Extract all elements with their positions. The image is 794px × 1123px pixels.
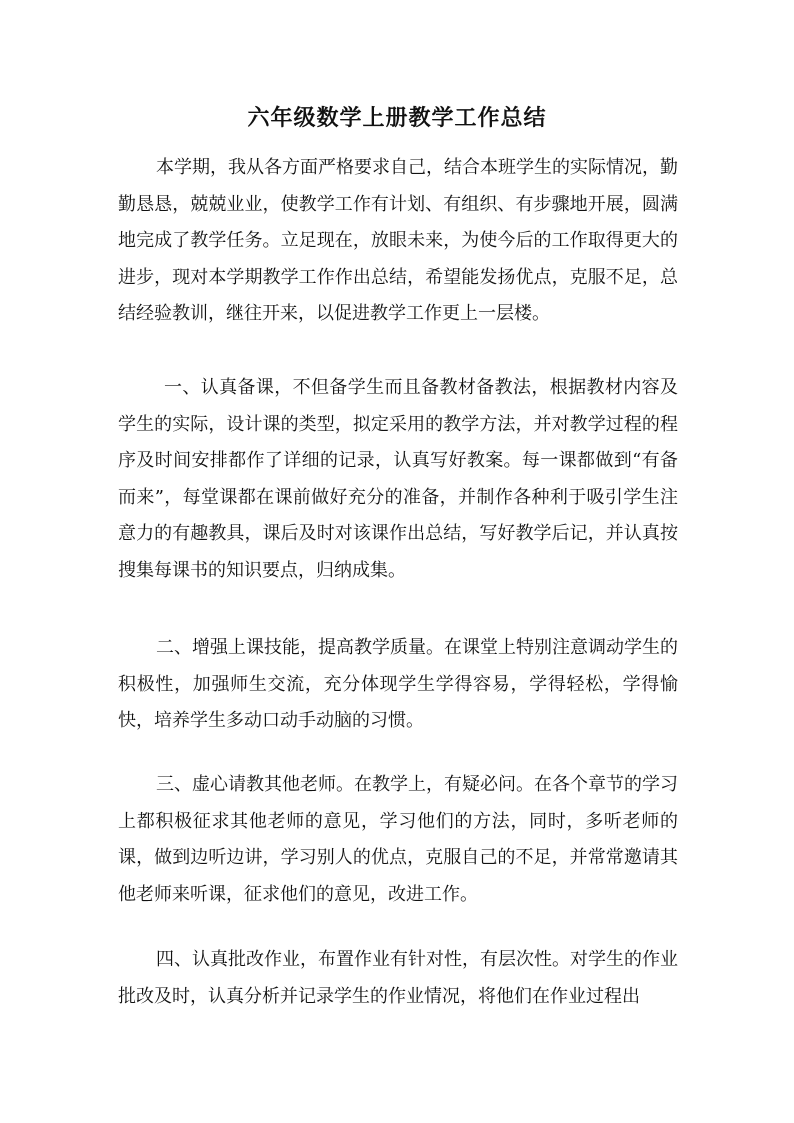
document-title: 六年级数学上册教学工作总结 (247, 105, 547, 131)
paragraph-homework-correction: 四、认真批改作业，布置作业有针对性，有层次性。对学生的作业批改及时，认真分析并记录学生的作业情况，将他们在作业过程出 (118, 949, 678, 1007)
paragraph-consult-teachers: 三、虚心请教其他老师。在教学上，有疑必问。在各个章节的学习上都积极征求其他老师的意见，学习他们的方法，同时，多听老师的课，做到边听边讲，学习别人的优点，克服自己的不足，并常常邀请其他老师来听课，征求他们的意见，改进工作。 (118, 774, 678, 905)
paragraph-lesson-preparation: 一、认真备课，不但备学生而且备教材备教法，根据教材内容及学生的实际，设计课的类型，拟定采用的教学方法，并对教学过程的程序及时间安排都作了详细的记录，认真写好教案。每一课都做到“有备而来”，每堂课都在课前做好充分的准备，并制作各种利于吸引学生注意力的有趣教具，课后及时对该课作出总结，写好教学后记，并认真按搜集每课书的知识要点，归纳成集。 (118, 377, 678, 581)
paragraph-intro: 本学期，我从各方面严格要求自己，结合本班学生的实际情况，勤勤恳恳，兢兢业业，使教学工作有计划、有组织、有步骤地开展，圆满地完成了教学任务。立足现在，放眼未来，为使今后的工作取得更大的进步，现对本学期教学工作作出总结，希望能发扬优点，克服不足，总结经验教训，继往开来，以促进教学工作更上一层楼。 (118, 157, 678, 324)
paragraph-teaching-skills: 二、增强上课技能，提高教学质量。在课堂上特别注意调动学生的积极性，加强师生交流，充分体现学生学得容易，学得轻松，学得愉快，培养学生多动口动手动脑的习惯。 (118, 637, 678, 731)
